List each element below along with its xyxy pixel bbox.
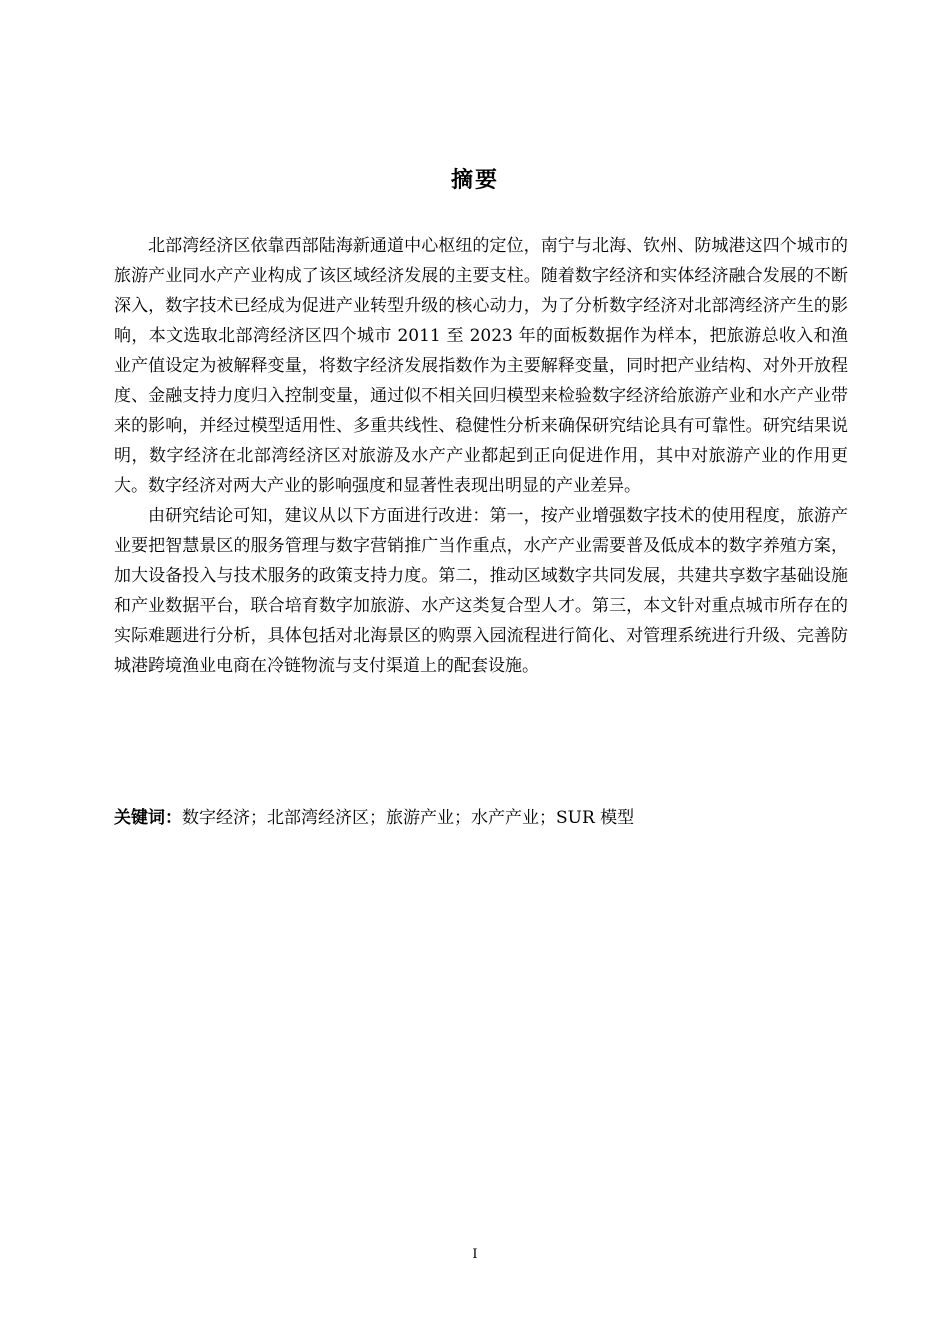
page-number: I	[472, 1247, 478, 1262]
abstract-title: 摘要	[450, 168, 499, 193]
abstract-paragraph-1: 北部湾经济区依靠西部陆海新通道中心枢纽的定位，南宁与北海、钦州、防城港这四个城市的旅游产业同水产产业构成了该区域经济发展的主要支柱。随着数字经济和实体经济融合发展的不断深入，数字技术已经成为促进产业转型升级的核心动力，为了分析数字经济对北部湾经济产生的影响，本文选取北部湾经济区四个城市 2011 至 2023 年的面板数据作为样本，把旅游总收入和渔业产值设定为被解释变量，将数字经济发展指数作为主要解释变量，同时把产业结构、对外开放程度、金融支持力度归入控制变量，通过似不相关回归模型来检验数字经济给旅游产业和水产产业带来的影响，并经过模型适用性、多重共线性、稳健性分析来确保研究结论具有可靠性。研究结果说明，数字经济在北部湾经济区对旅游及水产产业都起到正向促进作用，其中对旅游产业的作用更大。数字经济对两大产业的影响强度和显著性表现出明显的产业差异。	[114, 236, 848, 496]
abstract-paragraph-2: 由研究结论可知，建议从以下方面进行改进：第一，按产业增强数字技术的使用程度，旅游产业要把智慧景区的服务管理与数字营销推广当作重点，水产产业需要普及低成本的数字养殖方案，加大设备投入与技术服务的政策支持力度。第二，推动区域数字共同发展，共建共享数字基础设施和产业数据平台，联合培育数字加旅游、水产这类复合型人才。第三，本文针对重点城市所存在的实际难题进行分析，具体包括对北海景区的购票入园流程进行简化、对管理系统进行升级、完善防城港跨境渔业电商在冷链物流与支付渠道上的配套设施。	[114, 506, 848, 676]
abstract-body	[114, 231, 848, 681]
keywords-label: 关键词：	[114, 808, 182, 828]
keywords-text: 数字经济；北部湾经济区；旅游产业；水产产业；SUR 模型	[182, 808, 635, 828]
keywords-line	[114, 803, 848, 833]
